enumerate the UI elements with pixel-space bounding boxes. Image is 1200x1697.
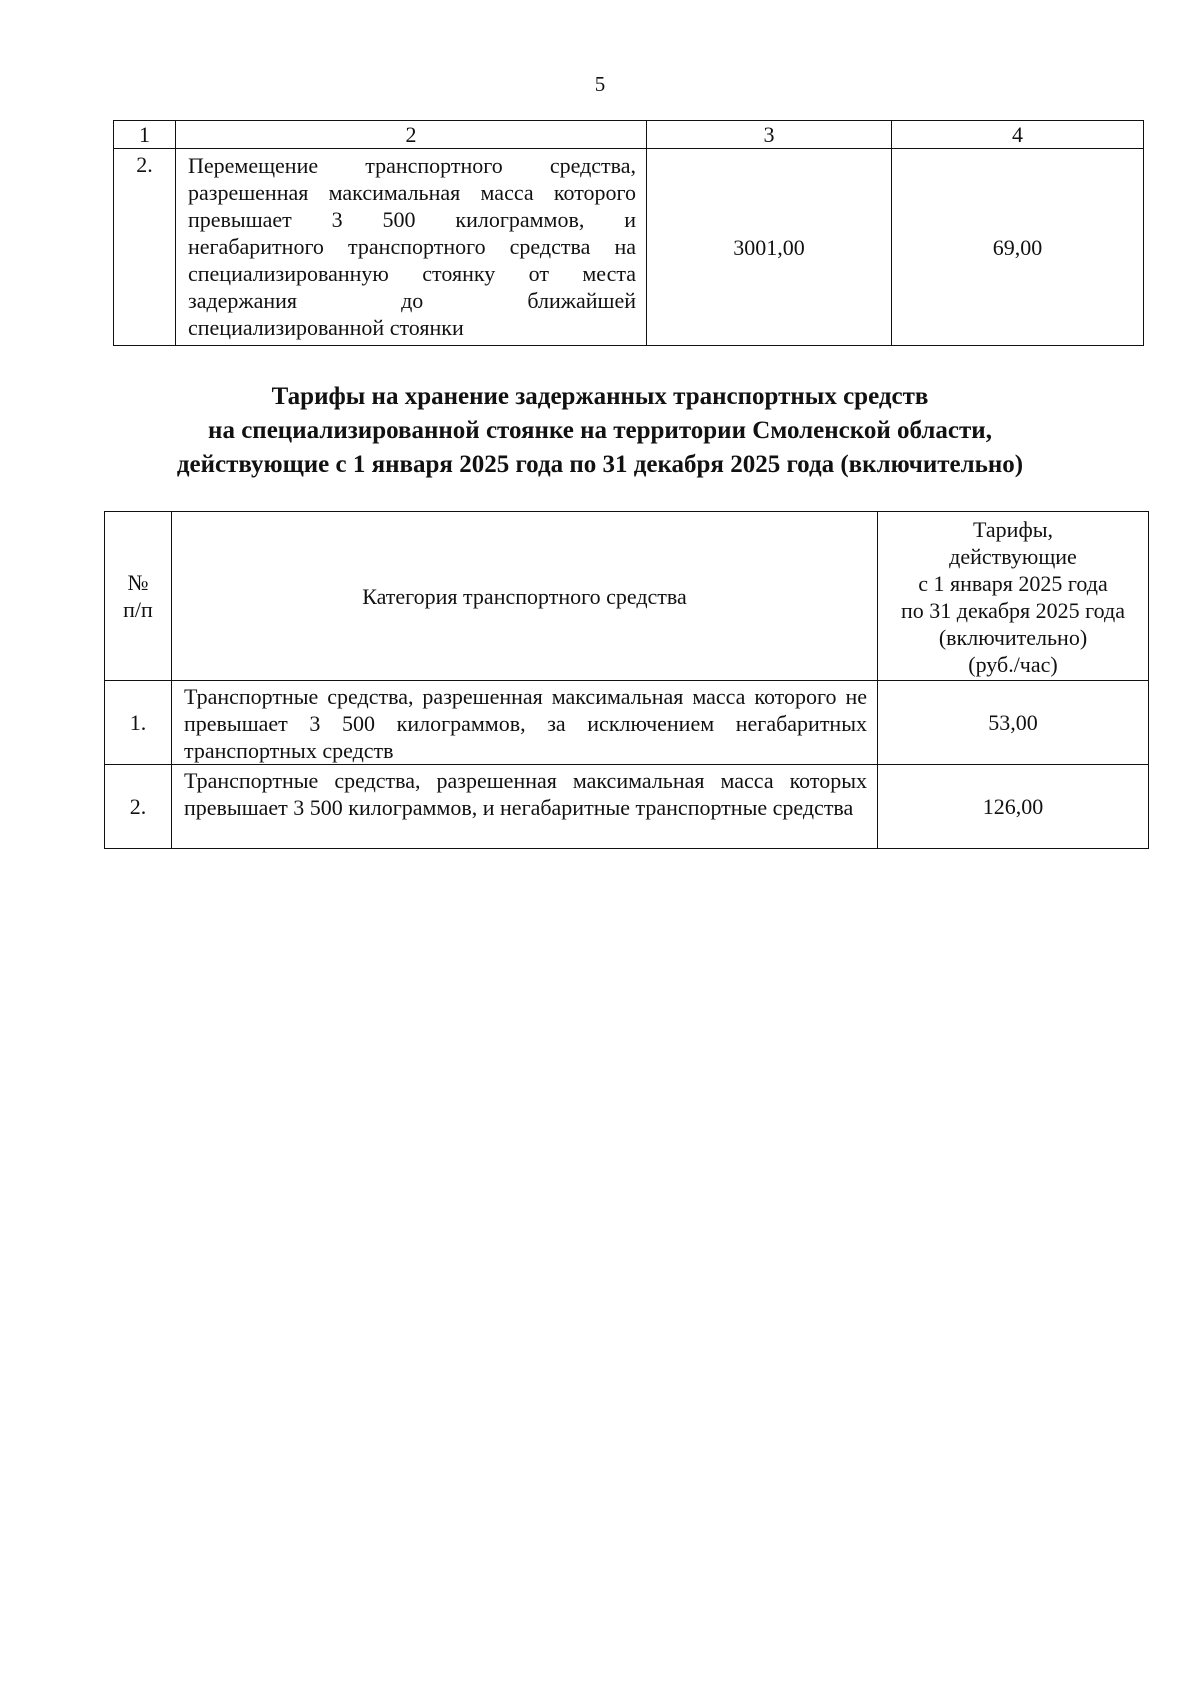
- table-header-row: [105, 512, 1149, 681]
- tariff-header-line: (руб./час): [968, 652, 1058, 677]
- number-abbrev: п/п: [123, 597, 153, 622]
- row-number: 2.: [114, 149, 176, 346]
- number-column-header: [105, 512, 172, 681]
- tariff-value: 53,00: [878, 681, 1149, 765]
- service-description-main: Перемещение транспортного средства, разрешенная максимальная масса которого превышает 3 500 килограммов, и негабаритного транспортного средства на специализированную стоянку от места задержания до ближайшей: [188, 153, 636, 313]
- column-number: 2: [176, 121, 647, 149]
- tariff-value: 3001,00: [647, 149, 892, 346]
- table-row: [105, 681, 1149, 765]
- number-sign: №: [127, 570, 149, 595]
- service-description-last-line: специализированной стоянки: [188, 315, 464, 340]
- page-number: 5: [594, 72, 606, 96]
- column-number: 4: [892, 121, 1144, 149]
- tariff-header-line: (включительно): [938, 625, 1088, 650]
- table-row: [114, 149, 1144, 346]
- section-heading: [0, 380, 1200, 482]
- row-number: 1.: [105, 681, 172, 765]
- tariff-header-line: с 1 января 2025 года: [918, 571, 1108, 596]
- category-description: Транспортные средства, разрешенная максимальная масса которых превышает 3 500 килограммов, и негабаритные транспортные средства: [172, 765, 878, 849]
- category-column-header: Категория транспортного средства: [172, 512, 878, 681]
- tariff-header-line: действующие: [949, 544, 1077, 569]
- storage-tariff-table: [104, 511, 1149, 849]
- movement-tariff-table: [113, 120, 1144, 346]
- table-row: [105, 765, 1149, 849]
- column-number: 1: [114, 121, 176, 149]
- category-description: Транспортные средства, разрешенная максимальная масса которого не превышает 3 500 килограммов, за исключением негабаритных транспортных средств: [172, 681, 878, 765]
- tariff-value: 126,00: [878, 765, 1149, 849]
- heading-line: на специализированной стоянке на территории Смоленской области,: [208, 417, 992, 444]
- row-number: 2.: [105, 765, 172, 849]
- tariff-header-line: Тарифы,: [973, 517, 1053, 542]
- tariff-column-header: [878, 512, 1149, 681]
- heading-line: Тарифы на хранение задержанных транспортных средств: [271, 383, 929, 410]
- tariff-value: 69,00: [892, 149, 1144, 346]
- tariff-header-line: по 31 декабря 2025 года: [901, 598, 1125, 623]
- column-number-row: [114, 121, 1144, 149]
- column-number: 3: [647, 121, 892, 149]
- heading-line: действующие с 1 января 2025 года по 31 декабря 2025 года (включительно): [176, 451, 1024, 478]
- service-description: [176, 149, 647, 346]
